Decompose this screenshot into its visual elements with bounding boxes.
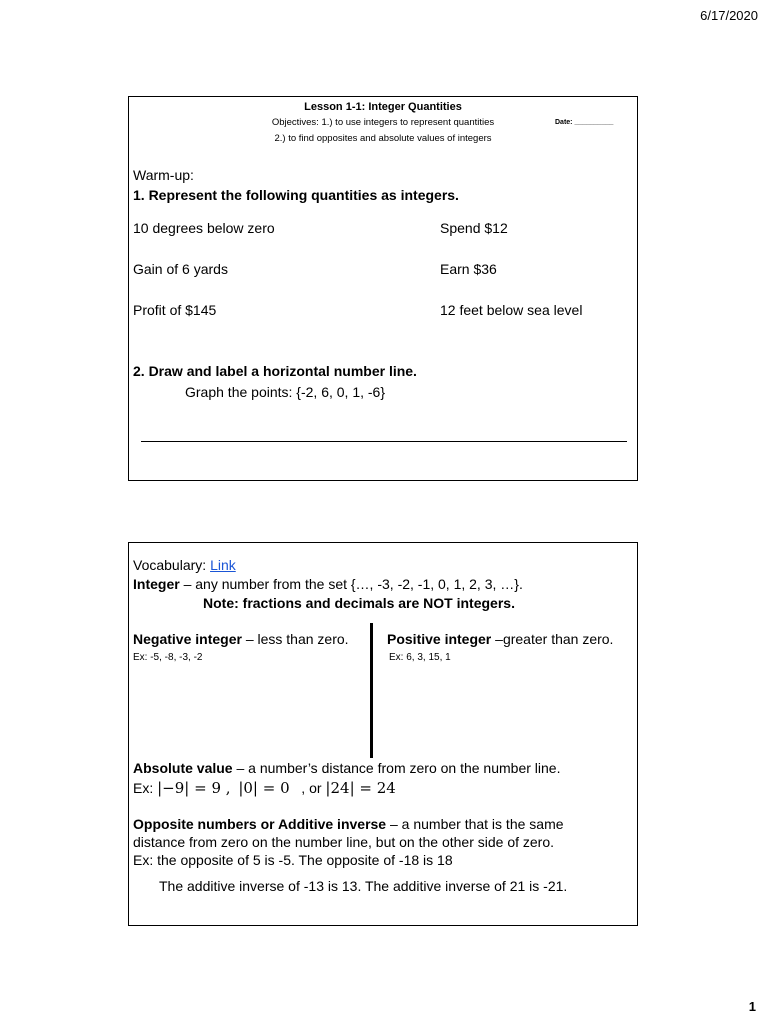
positive-example: Ex: 6, 3, 15, 1 (389, 652, 451, 663)
negative-def: – less than zero. (241, 631, 349, 647)
absolute-value-def: – a number’s distance from zero on the number line. (232, 760, 561, 776)
slide-vocabulary (128, 542, 638, 926)
quantity-item: Earn $36 (440, 261, 497, 277)
abs-example-label: Ex: (133, 780, 158, 796)
opposite-def-1: – a number that is the same (386, 816, 564, 832)
quantity-item: Gain of 6 yards (133, 261, 228, 277)
slide-warmup (128, 96, 638, 481)
integer-note: Note: fractions and decimals are NOT integers. (203, 595, 515, 611)
warmup-label: Warm-up: (133, 167, 194, 183)
integer-def: – any number from the set {…, -3, -2, -1, 0, 1, 2, 3, …}. (179, 576, 523, 592)
abs-example-3: |24| = 24 (325, 779, 396, 797)
quantity-item: Profit of $145 (133, 302, 217, 318)
question-2: 2. Draw and label a horizontal number line. (133, 363, 417, 379)
negative-example: Ex: -5, -8, -3, -2 (133, 652, 203, 663)
integer-definition (133, 576, 523, 592)
vocabulary-link[interactable]: Link (210, 557, 236, 573)
quantity-item: 10 degrees below zero (133, 220, 275, 236)
date-field: Date: __________ (555, 119, 614, 126)
question-1: 1. Represent the following quantities as integers. (133, 187, 459, 203)
number-line (141, 441, 627, 442)
opposite-term: Opposite numbers or Additive inverse (133, 816, 387, 832)
negative-term: Negative integer (133, 631, 242, 647)
negative-integer-definition (133, 631, 349, 647)
vocabulary-label: Vocabulary: (133, 557, 211, 573)
positive-def: –greater than zero. (491, 631, 614, 647)
absolute-value-examples (133, 779, 396, 797)
absolute-value-term: Absolute value (133, 760, 233, 776)
print-date: 6/17/2020 (700, 8, 758, 23)
integer-term: Integer (133, 576, 180, 592)
graph-points: Graph the points: {-2, 6, 0, 1, -6} (185, 384, 386, 400)
objective-1: Objectives: 1.) to use integers to represent quantities (271, 117, 495, 128)
column-divider (370, 623, 373, 758)
quantity-item: Spend $12 (440, 220, 508, 236)
lesson-title: Lesson 1-1: Integer Quantities (304, 101, 462, 113)
quantity-item: 12 feet below sea level (440, 302, 583, 318)
opposite-def-2: distance from zero on the number line, but on the other side of zero. (133, 834, 555, 850)
additive-inverse-example: The additive inverse of -13 is 13. The additive inverse of 21 is -21. (159, 878, 568, 894)
opposite-definition (133, 816, 564, 832)
page-number: 1 (748, 999, 756, 1014)
opposite-example: Ex: the opposite of 5 is -5. The opposite of -18 is 18 (133, 852, 453, 868)
positive-integer-definition (387, 631, 613, 647)
positive-term: Positive integer (387, 631, 492, 647)
absolute-value-definition (133, 760, 560, 776)
abs-or: , or (301, 780, 322, 796)
abs-example-2: |0| = 0 (238, 779, 290, 797)
objective-2: 2.) to find opposites and absolute values of integers (274, 133, 492, 144)
abs-example-1: |−9| = 9 , (157, 779, 231, 797)
vocabulary-line (133, 557, 236, 573)
